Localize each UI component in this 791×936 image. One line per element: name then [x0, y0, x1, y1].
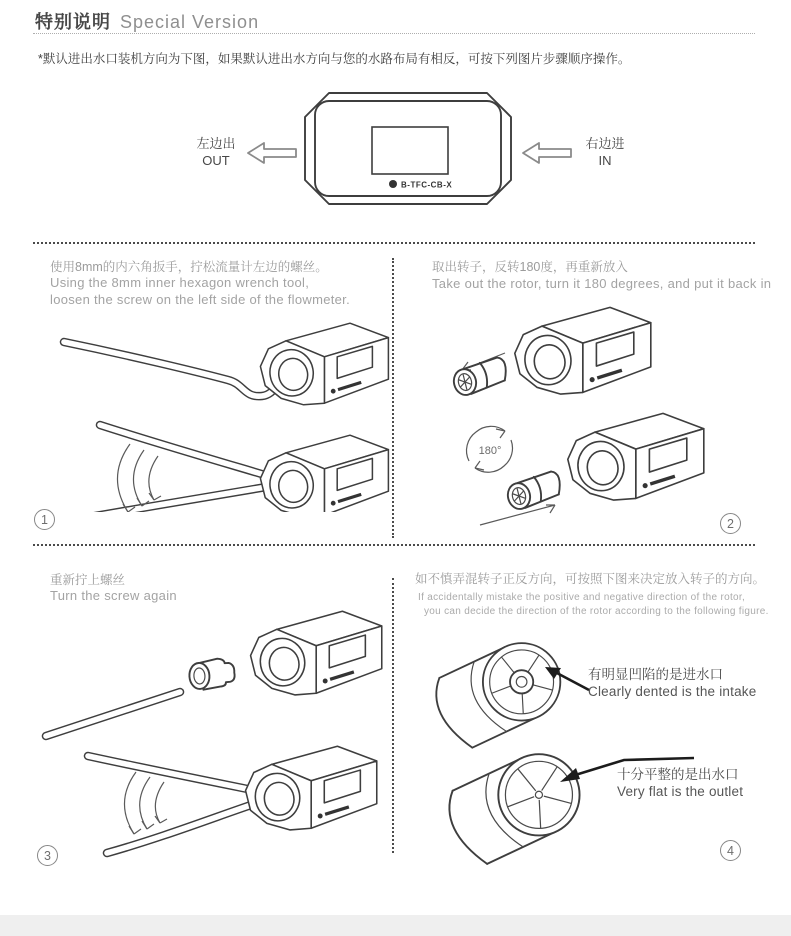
step-1-text-en-1: Using the 8mm inner hexagon wrench tool,	[50, 275, 310, 290]
callout-outlet-en: Very flat is the outlet	[617, 784, 744, 799]
in-arrow-icon	[521, 141, 573, 165]
step-1-text-en-2: loosen the screw on the left side of the flowmeter.	[50, 292, 351, 307]
in-label	[577, 135, 633, 169]
step-4-text-zh: 如不慎弄混转子正反方向，可按照下图来决定放入转子的方向。	[415, 572, 766, 586]
section-divider-1	[33, 242, 755, 244]
brand-logo-icon	[389, 180, 397, 188]
out-label-en: OUT	[202, 153, 230, 168]
header	[35, 8, 259, 34]
callout-outlet-zh: 十分平整的是出水口	[617, 767, 739, 782]
screen-rect	[372, 127, 448, 174]
step-2-number: 2	[727, 516, 734, 531]
callout-intake-zh: 有明显凹陷的是进水口	[588, 667, 723, 682]
callout-intake-en: Clearly dented is the intake	[588, 684, 757, 699]
step-1-number: 1	[41, 512, 48, 527]
step-2-illustration	[433, 298, 783, 530]
section-divider-2	[33, 544, 755, 546]
rotation-symbol	[467, 426, 513, 472]
rotation-angle-label: 180°	[478, 445, 502, 457]
flowmeter-topview-illustration	[303, 91, 513, 206]
intro-note: *默认进出水口装机方向为下图，如果默认进出水方向与您的水路布局有相反，可按下列图片步骤顺序操作。	[38, 52, 631, 66]
step-2-text-en-1: Take out the rotor, turn it 180 degrees, and put it back in	[432, 276, 772, 291]
step-badge-3	[37, 845, 58, 866]
step-1-illustration	[42, 312, 397, 512]
step-4-number: 4	[727, 843, 734, 858]
out-label	[188, 135, 244, 169]
page-title-zh: 特别说明	[35, 12, 111, 32]
step-3-text-zh: 重新拧上螺丝	[50, 573, 126, 587]
step-badge-2	[720, 513, 741, 534]
step-4-text-en-2: you can decide the direction of the rotor according to the following figure.	[424, 606, 769, 617]
in-label-en: IN	[598, 153, 612, 168]
page-title-en: Special Version	[120, 12, 260, 32]
step-badge-4	[720, 840, 741, 861]
out-label-zh: 左边出	[196, 136, 236, 151]
step-badge-1	[34, 509, 55, 530]
out-arrow-icon	[246, 141, 298, 165]
footer-bar	[0, 915, 791, 936]
intake-arrow-icon	[533, 660, 595, 696]
step-3-illustration	[38, 606, 398, 878]
header-rule	[33, 33, 755, 34]
in-label-zh: 右边进	[585, 136, 625, 151]
step-3-number: 3	[44, 848, 51, 863]
step-4-text-en-1: If accidentally mistake the positive and negative direction of the rotor,	[418, 592, 746, 603]
model-label: B-TFC-CB-X	[401, 180, 453, 190]
step-3-text-en-1: Turn the screw again	[50, 588, 177, 603]
step-1-text-zh: 使用8mm的内六角扳手，拧松流量计左边的螺丝。	[50, 260, 328, 274]
step-2-text-zh: 取出转子，反转180度，再重新放入	[432, 260, 628, 274]
